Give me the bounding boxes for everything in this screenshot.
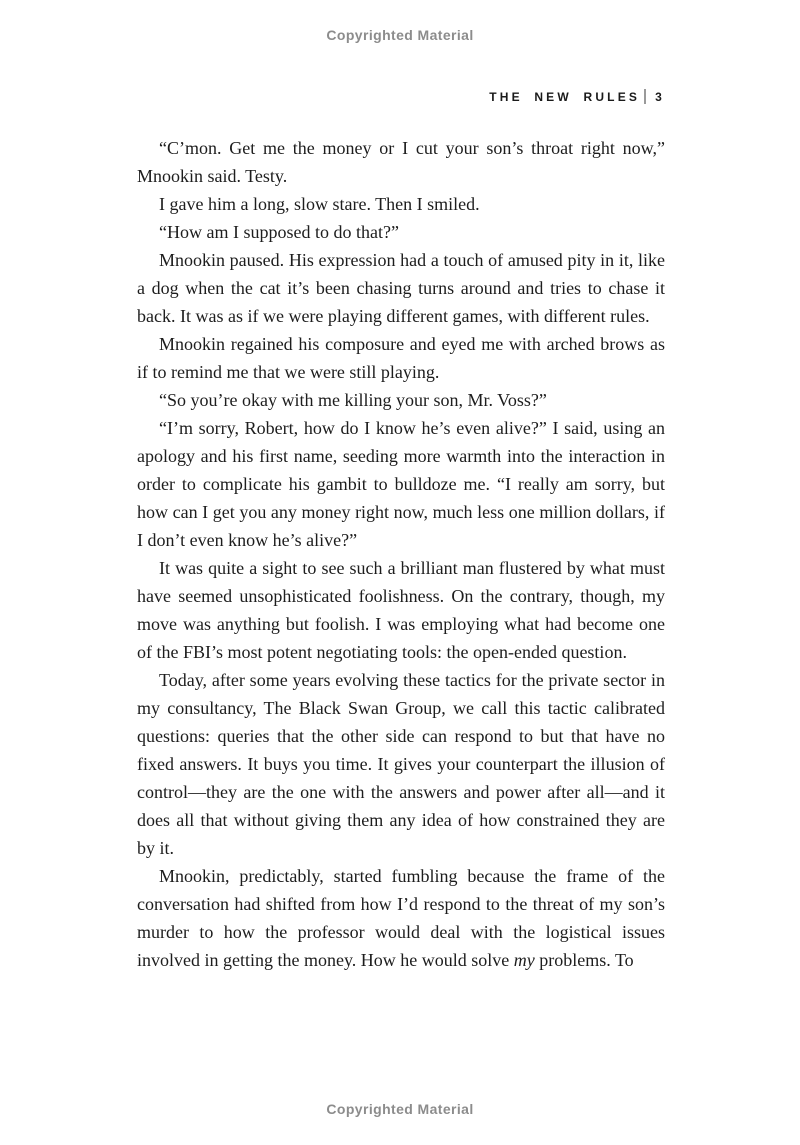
- body-text: [137, 134, 665, 974]
- page-number: 3: [655, 89, 665, 104]
- body-text-run: “So you’re okay with me killing your son, Mr. Voss?”: [159, 390, 547, 410]
- body-text-run: problems. To: [534, 950, 634, 970]
- body-paragraph: [137, 246, 665, 330]
- body-paragraph: [137, 218, 665, 246]
- body-paragraph: [137, 666, 665, 862]
- body-text-run: “How am I supposed to do that?”: [159, 222, 399, 242]
- running-header: [489, 89, 665, 104]
- body-text-run: “C’mon. Get me the money or I cut your son’s throat right now,” Mnookin said. Testy.: [137, 138, 665, 186]
- body-paragraph: [137, 862, 665, 974]
- chapter-title: THE NEW RULES: [489, 89, 641, 104]
- body-text-run: Mnookin paused. His expression had a touch of amused pity in it, like a dog when the cat it’s been chasing turns around and tries to chase it back. It was as if we were playing different games, with different rules.: [137, 250, 665, 326]
- body-text-run: I gave him a long, slow stare. Then I smiled.: [159, 194, 480, 214]
- body-text-run: Mnookin, predictably, started fumbling because the frame of the conversation had shifted from how I’d respond to the threat of my son’s murder to how the professor would deal with the logistical issues involved in getting the money. How he would solve: [137, 866, 665, 970]
- body-text-run-italic: my: [513, 950, 535, 970]
- copyright-notice-bottom: Copyrighted Material: [326, 1101, 474, 1117]
- body-text-run: “I’m sorry, Robert, how do I know he’s even alive?” I said, using an apology and his first name, seeding more warmth into the interaction in order to complicate his gambit to bulldoze me. “I really am sorry, but how can I get you any money right now, much less one million dollars, if I don’t even know he’s alive?”: [137, 418, 665, 550]
- body-text-run: It was quite a sight to see such a brilliant man flustered by what must have seemed unsophisticated foolishness. On the contrary, though, my move was anything but foolish. I was employing what had become one of the FBI’s most potent negotiating tools: the open-ended question.: [137, 558, 665, 662]
- body-paragraph: [137, 386, 665, 414]
- body-paragraph: [137, 554, 665, 666]
- body-text-run: Mnookin regained his composure and eyed me with arched brows as if to remind me that we were still playing.: [137, 334, 665, 382]
- body-paragraph: [137, 134, 665, 190]
- body-text-run: Today, after some years evolving these tactics for the private sector in my consultancy, The Black Swan Group, we call this tactic calibrated questions: queries that the other side can respond to but that have no fixed answers. It buys you time. It gives your counterpart the illusion of control—they are the one with the answers and power after all—and it does all that without giving them any idea of how constrained they are by it.: [137, 670, 665, 858]
- body-paragraph: [137, 190, 665, 218]
- body-paragraph: [137, 330, 665, 386]
- copyright-notice-top: Copyrighted Material: [326, 27, 474, 43]
- body-paragraph: [137, 414, 665, 554]
- header-separator: [644, 89, 646, 104]
